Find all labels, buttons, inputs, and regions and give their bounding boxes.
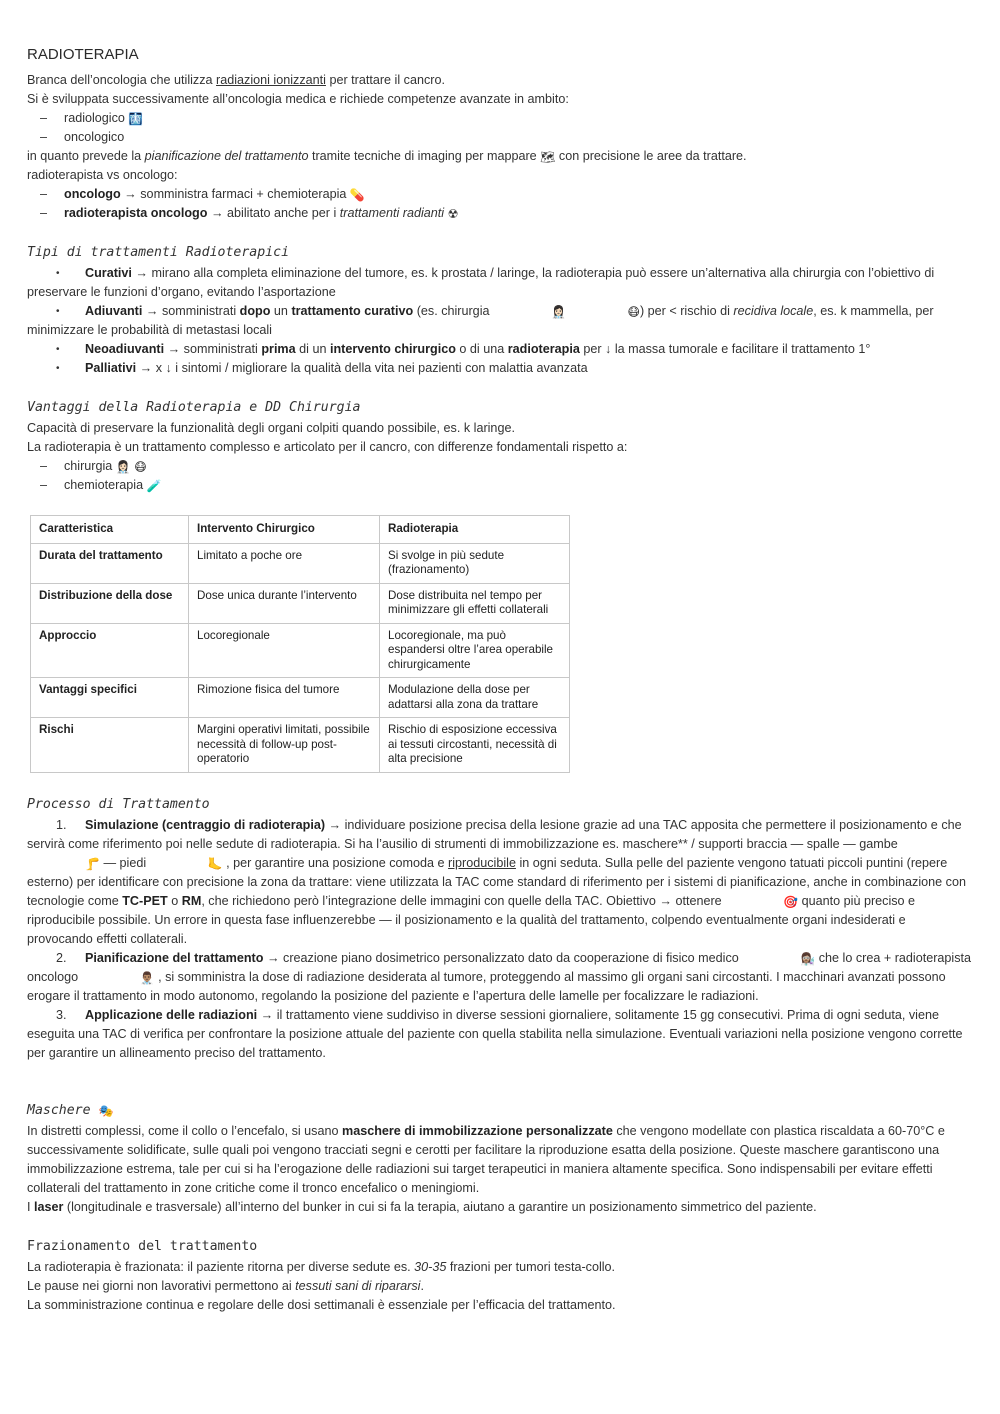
intro-section [27,71,973,223]
table-row [31,543,570,583]
theater-masks-icon: 🎭 [98,1103,114,1118]
frazionamento-line-2: Le pause nei giorni non lavorativi permettono ai tessuti sani di ripararsi. [27,1278,424,1293]
table-row [31,718,570,773]
section-heading: Processo di Trattamento [27,796,210,812]
intro-line-4: radioterapista vs oncologo: [27,168,178,182]
table-cell: Distribuzione della dose [31,583,189,623]
section-heading: Frazionamento del trattamento [27,1238,258,1254]
list-item: • Curativi → mirano alla completa eliminazione del tumore, es. k prostata / laringe, la radioterapia può essere un’alternativa alla chirurgia con l’obiettivo di preservare le funzioni d’organo, evitando l’asportazione [27,264,973,302]
table-cell: Margini operativi limitati, possibile necessità di follow-up post-operatorio [189,718,380,773]
process-steps [27,816,973,1063]
vantaggi-line-1: Capacità di preservare la funzionalità degli organi colpiti quando possibile, es. k laringe. [27,421,515,435]
test-tube-icon: 🧪 [146,479,162,493]
intro-line-3: in quanto prevede la pianificazione del trattamento tramite tecniche di imaging per mappare 🗺 con precisione le aree da trattare. [27,149,747,164]
table-cell: Locoregionale [189,623,380,678]
table-cell: Approccio [31,623,189,678]
table-cell: Si svolge in più sedute (frazionamento) [380,543,570,583]
intro-line-2: Si è sviluppata successivamente all’oncologia medica e richiede competenze avanzate in ambito: [27,92,569,106]
surgeon-icon: 👩🏻‍⚕️ [115,460,131,474]
section-heading: Vantaggi della Radioterapia e DD Chirurgia [27,400,361,415]
table-header-row [31,516,570,544]
list-item: 2. Pianificazione del trattamento → creazione piano dosimetrico personalizzato dato da cooperazione di fisico medico 👩🏽‍🔬 che lo crea + radioterapista oncologo 👨🏽‍⚕️ , si somministra la dose di radiazione desiderata al tumore, proteggendo al massimo gli organi sani circostanti. I macchinari avanzati possono erogare il trattamento in modo autonomo, regolando la posizione del paziente e l’apertura delle lamelle per focalizzare le radiazioni. [27,950,971,1003]
treatment-types-list [27,264,973,378]
list-item: – radioterapista oncologo → abilitato anche per i trattamenti radianti ☢ [27,204,973,223]
maschere-paragraph-1: In distretti complessi, come il collo o l’encefalo, si usano maschere di immobilizzazione personalizzate che vengono modellate con plastica riscaldata a 60-70°C e successivamente solidificate, sulle quali poi vengono tracciati segni e cerotti per facilitare la riproduzione esatta della posizione. Queste maschere garantiscono una immobilizzazione estrema, tale per cui si ha l’erogazione delle radiazioni sui target terapeutici in maniera altamente specifica. Sono indispensabili per evitare effetti collaterali del trattamento in zone critiche come il tronco encefalico o meningiomi. [27,1123,945,1195]
table-cell: Durata del trattamento [31,543,189,583]
table-cell: Rimozione fisica del tumore [189,678,380,718]
surgeon-icon: 👩🏻‍⚕️ [551,305,566,319]
doctor-icon: 👨🏽‍⚕️ [139,970,155,985]
table-cell: Rischio di esposizione eccessiva ai tessuti circostanti, necessità di alta precisione [380,718,570,773]
table-cell: Dose unica durante l’intervento [189,583,380,623]
page-title: RADIOTERAPIA [27,46,139,63]
fields-list [27,109,973,147]
xray-icon: 🩻 [128,112,144,126]
table-cell: Rischi [31,718,189,773]
list-item: • Palliativi → x ↓ i sintomi / migliorare la qualità della vita nei pazienti con malattia avanzata [27,359,973,378]
vantaggi-line-2: La radioterapia è un trattamento complesso e articolato per il cancro, con differenze fondamentali rispetto a: [27,440,628,454]
target-icon: 🎯 [783,894,799,909]
list-item: • Neoadiuvanti → somministrati prima di un intervento chirurgico o di una radioterapia per ↓ la massa tumorale e facilitare il trattamento 1° [27,340,973,359]
table-header: Radioterapia [380,516,570,544]
list-item: – chirurgia 👩🏻‍⚕️ 😷 [27,457,973,476]
radiazioni-link: radiazioni ionizzanti [216,73,326,87]
list-item: – chemioterapia 🧪 [27,476,973,495]
maschere-paragraph-2: I laser (longitudinale e trasversale) all’interno del bunker in cui si fa la terapia, aiutano a garantire un posizionamento simmetrico del paziente. [27,1199,817,1214]
table-cell: Limitato a poche ore [189,543,380,583]
table-row [31,623,570,678]
section-heading: Maschere 🎭 [27,1102,114,1118]
foot-icon: 🦶 [207,856,223,871]
frazionamento-line-1: La radioterapia è frazionata: il paziente ritorna per diverse sedute es. 30-35 frazioni per tumori testa-collo. [27,1259,616,1274]
list-item: 3. Applicazione delle radiazioni → il trattamento viene suddiviso in diverse sessioni giornaliere, solitamente 15 gg consecutivi. Prima di ogni seduta, viene eseguita una TAC di verifica per confrontare la posizione attuale del paziente con quella stabilita nella simulazione. Eventuali variazioni nella posizione vengono corrette per garantire un allineamento preciso del trattamento. [27,1007,963,1060]
radioactive-icon: ☢ [447,207,459,221]
vantaggi-section [27,398,973,773]
processo-section [27,795,973,1063]
tipi-section [27,243,973,378]
table-header: Intervento Chirurgico [189,516,380,544]
table-row [31,583,570,623]
maschere-section [27,1101,973,1217]
map-icon: 🗺 [540,150,556,164]
intro-line-1: Branca dell’oncologia che utilizza radiazioni ionizzanti per trattare il cancro. [27,73,445,87]
scientist-icon: 👩🏽‍🔬 [800,951,816,966]
frazionamento-line-3: La somministrazione continua e regolare delle dosi settimanali è essenziale per l’efficacia del trattamento. [27,1297,616,1312]
leg-icon: 🦵 [85,856,100,871]
list-item: – oncologico [27,128,973,147]
table-header: Caratteristica [31,516,189,544]
mask-face-icon: 😷 [627,305,640,319]
roles-list [27,185,973,223]
frazionamento-section [27,1237,973,1315]
section-heading: Tipi di trattamenti Radioterapici [27,245,290,260]
mask-face-icon: 😷 [134,460,147,474]
table-cell: Modulazione della dose per adattarsi alla zona da trattare [380,678,570,718]
list-item: • Adiuvanti → somministrati dopo un trattamento curativo (es. chirurgia 👩🏻‍⚕️ 😷) per < rischio di recidiva locale, es. k mammella, per minimizzare le probabilità di metastasi locali [27,302,973,340]
list-item: – radiologico 🩻 [27,109,973,128]
comparison-table [30,515,570,773]
table-cell: Vantaggi specifici [31,678,189,718]
table-cell: Locoregionale, ma può espandersi oltre l’area operabile chirurgicamente [380,623,570,678]
table-row [31,678,570,718]
pill-icon: 💊 [349,188,365,202]
list-item: 1. Simulazione (centraggio di radioterapia) → individuare posizione precisa della lesione grazie ad una TAC apposita che permettere il posizionamento e che servirà come riferimento poi nelle sedute di radioterapia. Si ha l’ausilio di strumenti di immobilizzazione es. maschere** / supporti braccia — spalle — gambe 🦵 — piedi 🦶 , per garantire una posizione comoda e riproducibile in ogni seduta. Sulla pelle del paziente vengono tatuati piccoli puntini (repere esterno) per identificare con precisione la zona da trattare: viene utilizzata la TAC come standard di riferimento per i sistemi di pianificazione, anche in combinazione con tecnologie come TC-PET o RM, che richiedono però l’integrazione delle immagini con quelle della TAC. Obiettivo → ottenere 🎯 quanto più preciso e riproducibile possibile. Un errore in questa fase influenzerebbe — il posizionamento e la qualità del trattamento, colpendo eventualmente organi indesiderati e provocando effetti collaterali. [27,817,966,946]
list-item: – oncologo → somministra farmaci + chemioterapia 💊 [27,185,973,204]
compare-list [27,457,973,495]
table-cell: Dose distribuita nel tempo per minimizzare gli effetti collaterali [380,583,570,623]
